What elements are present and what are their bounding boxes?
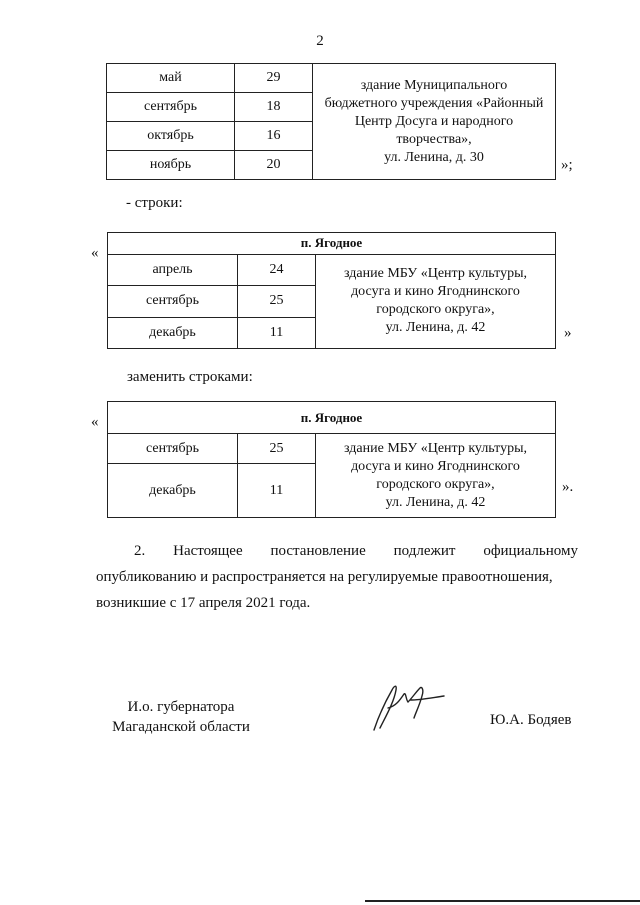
number-cell: 24 bbox=[238, 254, 316, 285]
schedule-table-3 bbox=[107, 401, 556, 518]
schedule-table-2 bbox=[107, 232, 556, 349]
closing-quote-1: »; bbox=[561, 157, 573, 173]
locality-header: п. Ягодное bbox=[108, 402, 556, 434]
month-cell: октябрь bbox=[107, 122, 235, 151]
table-row bbox=[108, 254, 556, 285]
month-cell: апрель bbox=[108, 254, 238, 285]
month-cell: сентябрь bbox=[108, 434, 238, 464]
signatory-name: Ю.А. Бодяев bbox=[490, 712, 572, 728]
table-row bbox=[107, 64, 556, 93]
month-cell: сентябрь bbox=[107, 93, 235, 122]
month-cell: декабрь bbox=[108, 464, 238, 518]
month-cell: декабрь bbox=[108, 317, 238, 348]
paragraph-2 bbox=[96, 538, 578, 616]
number-cell: 20 bbox=[235, 151, 313, 180]
label-zamenit: заменить строками: bbox=[127, 369, 253, 385]
number-cell: 11 bbox=[238, 464, 316, 518]
label-stroki: - строки: bbox=[126, 195, 183, 211]
paragraph-2-line-2: опубликованию и распространяется на регулируемые правоотношения, bbox=[96, 569, 553, 585]
opening-quote-2: « bbox=[91, 245, 99, 261]
number-cell: 25 bbox=[238, 434, 316, 464]
venue-cell: здание МБУ «Центр культуры, досуга и кино Ягоднинского городского округа», ул. Ленина, д. 42 bbox=[316, 434, 556, 518]
handwritten-signature bbox=[366, 678, 456, 738]
opening-quote-3: « bbox=[91, 414, 99, 430]
number-cell: 29 bbox=[235, 64, 313, 93]
page-number: 2 bbox=[316, 33, 324, 49]
venue-cell: здание МБУ «Центр культуры, досуга и кино Ягоднинского городского округа», ул. Ленина, д. 42 bbox=[316, 254, 556, 348]
schedule-table-1 bbox=[106, 63, 556, 180]
locality-header: п. Ягодное bbox=[108, 233, 556, 255]
closing-quote-3: ». bbox=[562, 479, 574, 495]
paragraph-2-line-3: возникшие с 17 апреля 2021 года. bbox=[96, 595, 311, 611]
month-cell: сентябрь bbox=[108, 286, 238, 317]
number-cell: 25 bbox=[238, 286, 316, 317]
table-row bbox=[108, 434, 556, 464]
month-cell: май bbox=[107, 64, 235, 93]
venue-cell: здание Муниципального бюджетного учреждения «Районный Центр Досуга и народного творчества», ул. Ленина, д. 30 bbox=[313, 64, 556, 180]
signatory-position: И.о. губернатора Магаданской области bbox=[112, 699, 250, 735]
number-cell: 11 bbox=[238, 317, 316, 348]
paragraph-2-line-1: 2. Настоящее постановление подлежит официальному bbox=[134, 543, 578, 559]
footer-divider bbox=[365, 900, 640, 902]
number-cell: 16 bbox=[235, 122, 313, 151]
number-cell: 18 bbox=[235, 93, 313, 122]
closing-quote-2: » bbox=[564, 325, 572, 341]
month-cell: ноябрь bbox=[107, 151, 235, 180]
